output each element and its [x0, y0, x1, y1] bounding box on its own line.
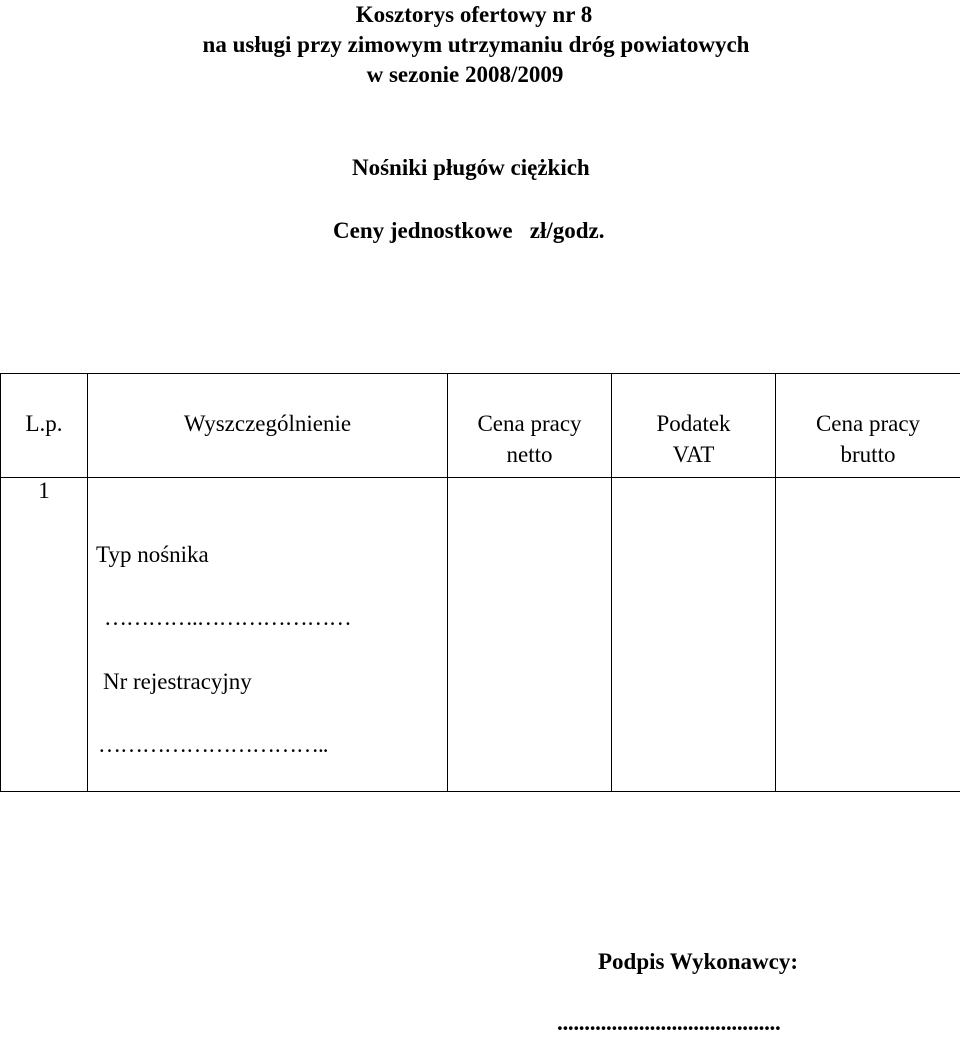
contractor-signature-label: Podpis Wykonawcy: — [598, 949, 799, 974]
estimate-table — [0, 373, 960, 792]
document-title-line-2: na usługi przy zimowym utrzymaniu dróg powiatowych — [202, 32, 750, 57]
net-price-cell[interactable] — [448, 478, 612, 792]
column-header-lp: L.p. — [1, 374, 88, 478]
vat-header-line-1: Podatek — [656, 411, 731, 436]
table-header-row — [1, 374, 960, 478]
column-header-net-price — [448, 374, 612, 478]
document-season: w sezonie 2008/2009 — [366, 62, 564, 87]
net-price-header-line-2: netto — [506, 442, 553, 467]
gross-price-header-line-1: Cena pracy — [815, 411, 921, 436]
document-title: Kosztorys ofertowy nr 8 — [355, 2, 593, 27]
vat-cell[interactable] — [612, 478, 776, 792]
gross-price-header-line-2: brutto — [840, 442, 896, 467]
registration-number-label: Nr rejestracyjny — [103, 669, 252, 694]
unit-price-note: Ceny jednostkowe zł/godz. — [333, 218, 605, 243]
row-description — [88, 478, 448, 792]
contractor-signature-field[interactable]: ......................................... — [557, 1010, 781, 1035]
gross-price-cell[interactable] — [776, 478, 960, 792]
vehicle-type-label: Typ nośnika — [96, 542, 209, 567]
column-header-vat — [612, 374, 776, 478]
registration-number-field[interactable]: ………………………….. — [98, 732, 328, 757]
net-price-header-line-1: Cena pracy — [477, 411, 582, 436]
equipment-category: Nośniki pługów ciężkich — [352, 155, 590, 180]
column-header-description: Wyszczególnienie — [88, 374, 448, 478]
vehicle-type-field[interactable]: ………….………………… — [104, 605, 351, 630]
column-header-gross-price — [776, 374, 960, 478]
row-number: 1 — [1, 478, 88, 792]
vat-header-line-2: VAT — [672, 442, 715, 467]
table-row — [1, 478, 960, 792]
